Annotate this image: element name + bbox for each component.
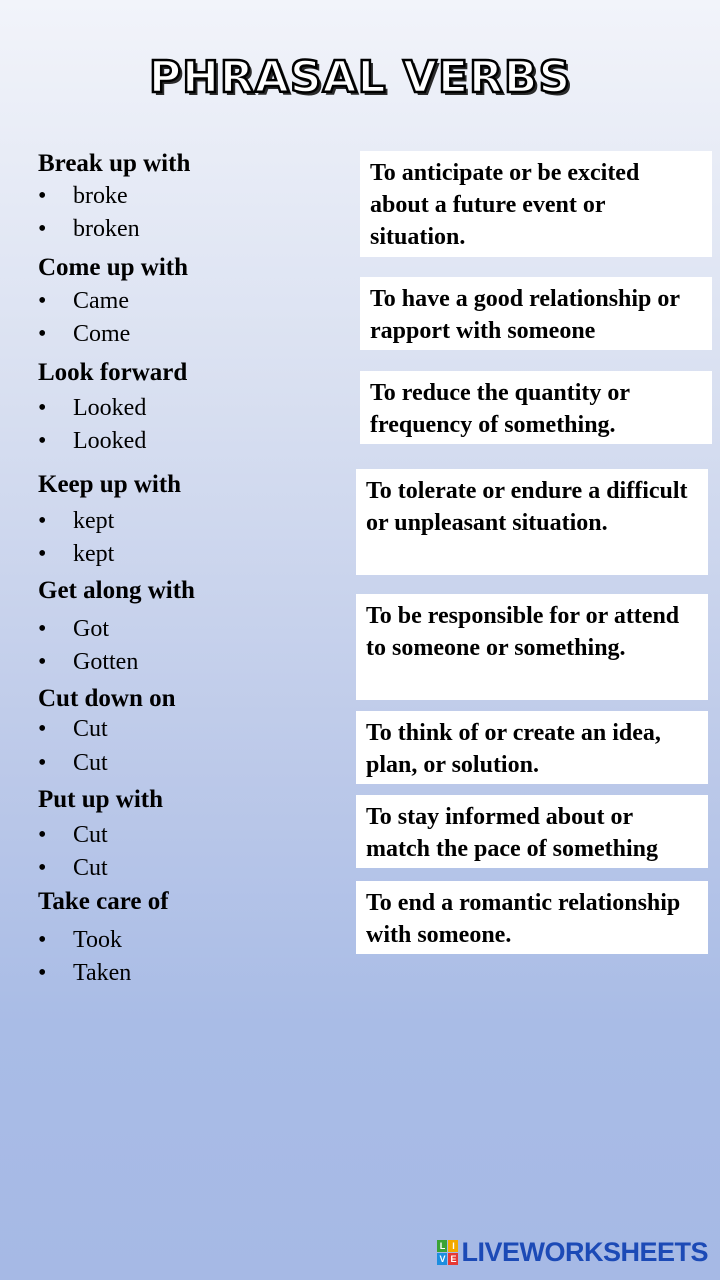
verb-form-item	[38, 216, 140, 243]
verb-heading: Break up with	[38, 150, 191, 177]
definition-card[interactable]: To have a good relationship or rapport with someone	[360, 277, 712, 350]
verb-form: Gotten	[73, 649, 139, 675]
definition-card[interactable]: To end a romantic relationship with someone.	[356, 881, 708, 954]
verb-heading: Take care of	[38, 888, 169, 915]
logo-mark-icon	[437, 1240, 458, 1265]
bullet-icon: •	[38, 216, 47, 242]
liveworksheets-logo	[437, 1237, 708, 1268]
verb-form: Cut	[73, 855, 108, 881]
verb-form: kept	[73, 541, 115, 567]
verb-heading: Put up with	[38, 786, 164, 813]
logo-mark-letter: V	[439, 1254, 446, 1264]
bullet-icon: •	[38, 716, 47, 742]
logo-text: LIVEWORKSHEETS	[461, 1237, 708, 1267]
verb-form: Cut	[73, 716, 108, 742]
bullet-icon: •	[38, 428, 47, 454]
logo-mark-letter: I	[448, 1240, 458, 1252]
verb-form-item	[38, 649, 138, 676]
bullet-icon: •	[38, 927, 47, 953]
definition-card[interactable]: To stay informed about or match the pace of something	[356, 795, 708, 868]
verb-form-item	[38, 508, 114, 535]
bullet-icon: •	[38, 183, 47, 209]
logo-mark-letter: L	[437, 1240, 447, 1252]
verb-form: Came	[73, 288, 129, 314]
verb-form-item	[38, 716, 108, 743]
verb-form: Taken	[73, 960, 132, 986]
verb-form-item	[38, 616, 109, 643]
bullet-icon: •	[38, 616, 47, 642]
logo-mark-letter: E	[450, 1254, 457, 1264]
verb-form: broke	[73, 183, 128, 209]
bullet-icon: •	[38, 649, 47, 675]
definition-card[interactable]: To think of or create an idea, plan, or solution.	[356, 711, 708, 784]
verb-form: Looked	[73, 395, 147, 421]
page-title: PHRASAL VERBS	[148, 52, 572, 103]
verb-heading: Come up with	[38, 254, 189, 281]
verb-heading: Keep up with	[38, 471, 182, 498]
verb-heading: Look forward	[38, 359, 188, 386]
bullet-icon: •	[38, 822, 47, 848]
bullet-icon: •	[38, 321, 47, 347]
bullet-icon: •	[38, 960, 47, 986]
definition-card[interactable]: To anticipate or be excited about a future event or situation.	[360, 151, 712, 257]
verb-form: kept	[73, 508, 115, 534]
verb-form-item	[38, 321, 130, 348]
verb-form-item	[38, 428, 146, 455]
verb-form-item	[38, 183, 128, 210]
bullet-icon: •	[38, 750, 47, 776]
verb-heading: Get along with	[38, 577, 195, 604]
bullet-icon: •	[38, 541, 47, 567]
verb-form-item	[38, 822, 108, 849]
bullet-icon: •	[38, 855, 47, 881]
definition-card[interactable]: To be responsible for or attend to someone or something.	[356, 594, 708, 700]
verb-form: broken	[73, 216, 140, 242]
verb-heading: Cut down on	[38, 685, 176, 712]
verb-form: Cut	[73, 750, 108, 776]
verb-form-item	[38, 288, 129, 315]
bullet-icon: •	[38, 288, 47, 314]
definition-card[interactable]: To tolerate or endure a difficult or unpleasant situation.	[356, 469, 708, 575]
bullet-icon: •	[38, 508, 47, 534]
verb-form: Took	[73, 927, 122, 953]
verb-form-item	[38, 960, 131, 987]
verb-form: Got	[73, 616, 109, 642]
verb-form-item	[38, 541, 114, 568]
verb-form-item	[38, 855, 108, 882]
verb-form: Come	[73, 321, 131, 347]
verb-form-item	[38, 395, 146, 422]
bullet-icon: •	[38, 395, 47, 421]
definition-card[interactable]: To reduce the quantity or frequency of something.	[360, 371, 712, 444]
verb-form-item	[38, 927, 122, 954]
verb-form-item	[38, 750, 108, 777]
verb-form: Cut	[73, 822, 108, 848]
verb-form: Looked	[73, 428, 147, 454]
